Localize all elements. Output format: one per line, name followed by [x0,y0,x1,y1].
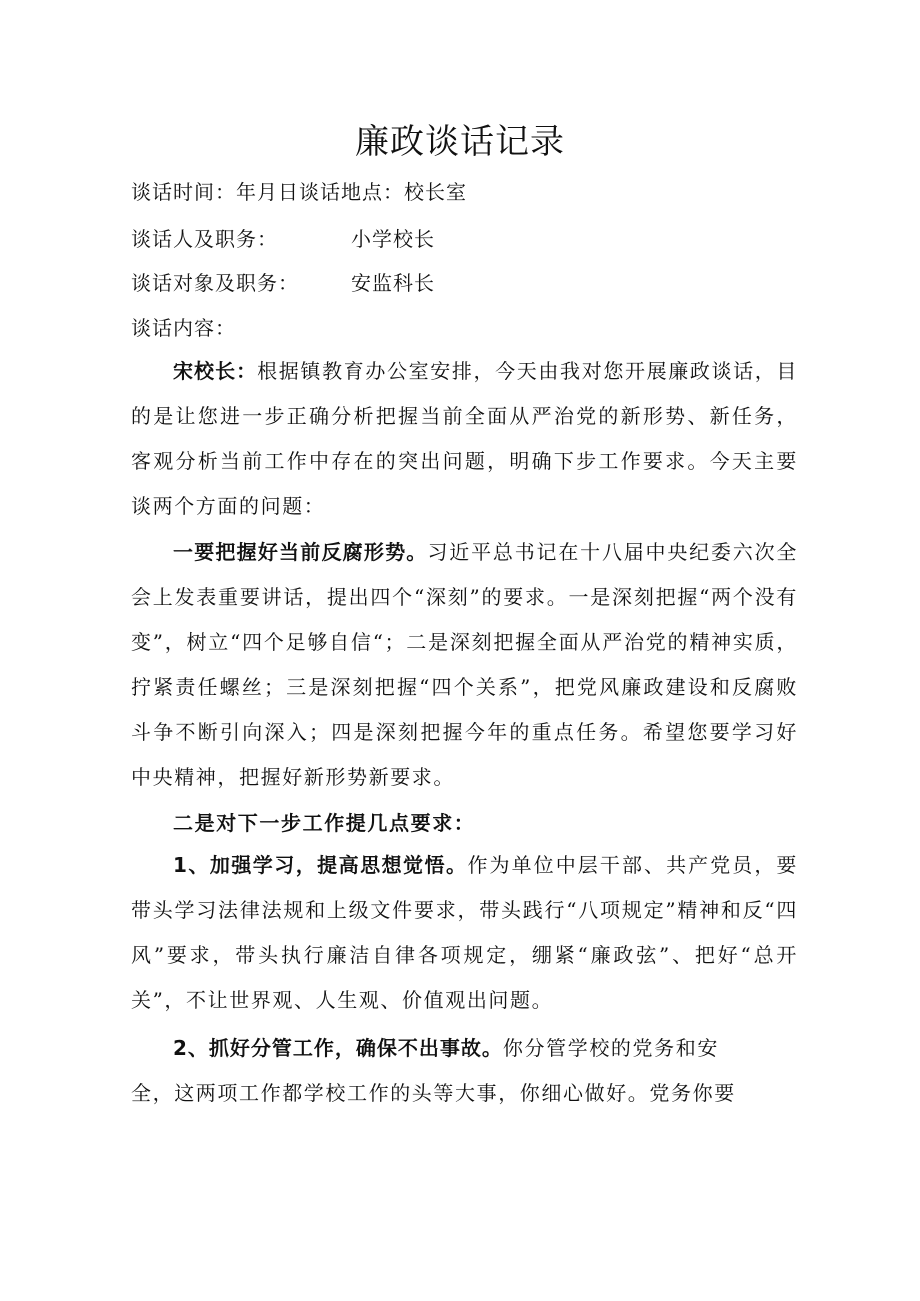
paragraph-requirement-2-text: 你分管学校的党务和安 [502,1036,719,1060]
paragraph-requirement-1-text: 作为单位中层干部、共产党员，要带头学习法律法规和上级文件要求，带头践行“八项规定”精神和反“四风”要求，带头执行廉洁自律各项规定，绷紧“廉政弦”、把好“总开关”，不让世界观、人生观、价值观出问题。 [131,853,799,1012]
paragraph-intro-text: 根据镇教育办公室安排，今天由我对您开展廉政谈话，目的是让您进一步正确分析把握当前全面从严治党的新形势、新任务，客观分析当前工作中存在的突出问题，明确下步工作要求。今天主要谈两个方面的问题： [131,359,799,518]
paragraph-requirement-1 [131,843,798,1023]
meta-time-place: 谈话时间：年月日谈话地点：校长室 [131,180,467,204]
paragraph-requirement-2 [131,1026,771,1116]
meta-speaker-value: 小学校长 [351,227,435,251]
section-heading-requirements: 二是对下一步工作提几点要求： [173,811,476,835]
meta-target [131,269,435,297]
paragraph-situation [131,530,798,800]
meta-speaker [131,225,435,253]
document-title: 廉政谈话记录 [355,122,565,162]
paragraph-requirement-2-line2: 全，这两项工作都学校工作的头等大事，你细心做好。党务你要 [131,1081,736,1105]
paragraph-requirement-2-lead: 2、抓好分管工作，确保不出事故。 [173,1036,503,1060]
meta-content-label: 谈话内容： [131,316,236,340]
paragraph-intro-lead: 宋校长： [173,359,258,383]
meta-speaker-label: 谈话人及职务： [131,227,278,251]
paragraph-requirement-2-line1 [131,1026,771,1071]
paragraph-intro [131,349,798,529]
meta-target-value: 安监科长 [351,271,435,295]
meta-target-label: 谈话对象及职务： [131,271,299,295]
paragraph-situation-text: 习近平总书记在十八届中央纪委六次全会上发表重要讲话，提出四个“深刻”的要求。一是深刻把握“两个没有变”，树立“四个足够自信“；二是深刻把握全面从严治党的精神实质，拧紧责任螺丝；三是深刻把握“四个关系”，把党风廉政建设和反腐败斗争不断引向深入；四是深刻把握今年的重点任务。希望您要学习好中央精神，把握好新形势新要求。 [131,540,798,789]
paragraph-requirement-1-lead: 1、加强学习，提高思想觉悟。 [173,853,468,877]
paragraph-situation-lead: 一要把握好当前反腐形势。 [173,540,428,564]
